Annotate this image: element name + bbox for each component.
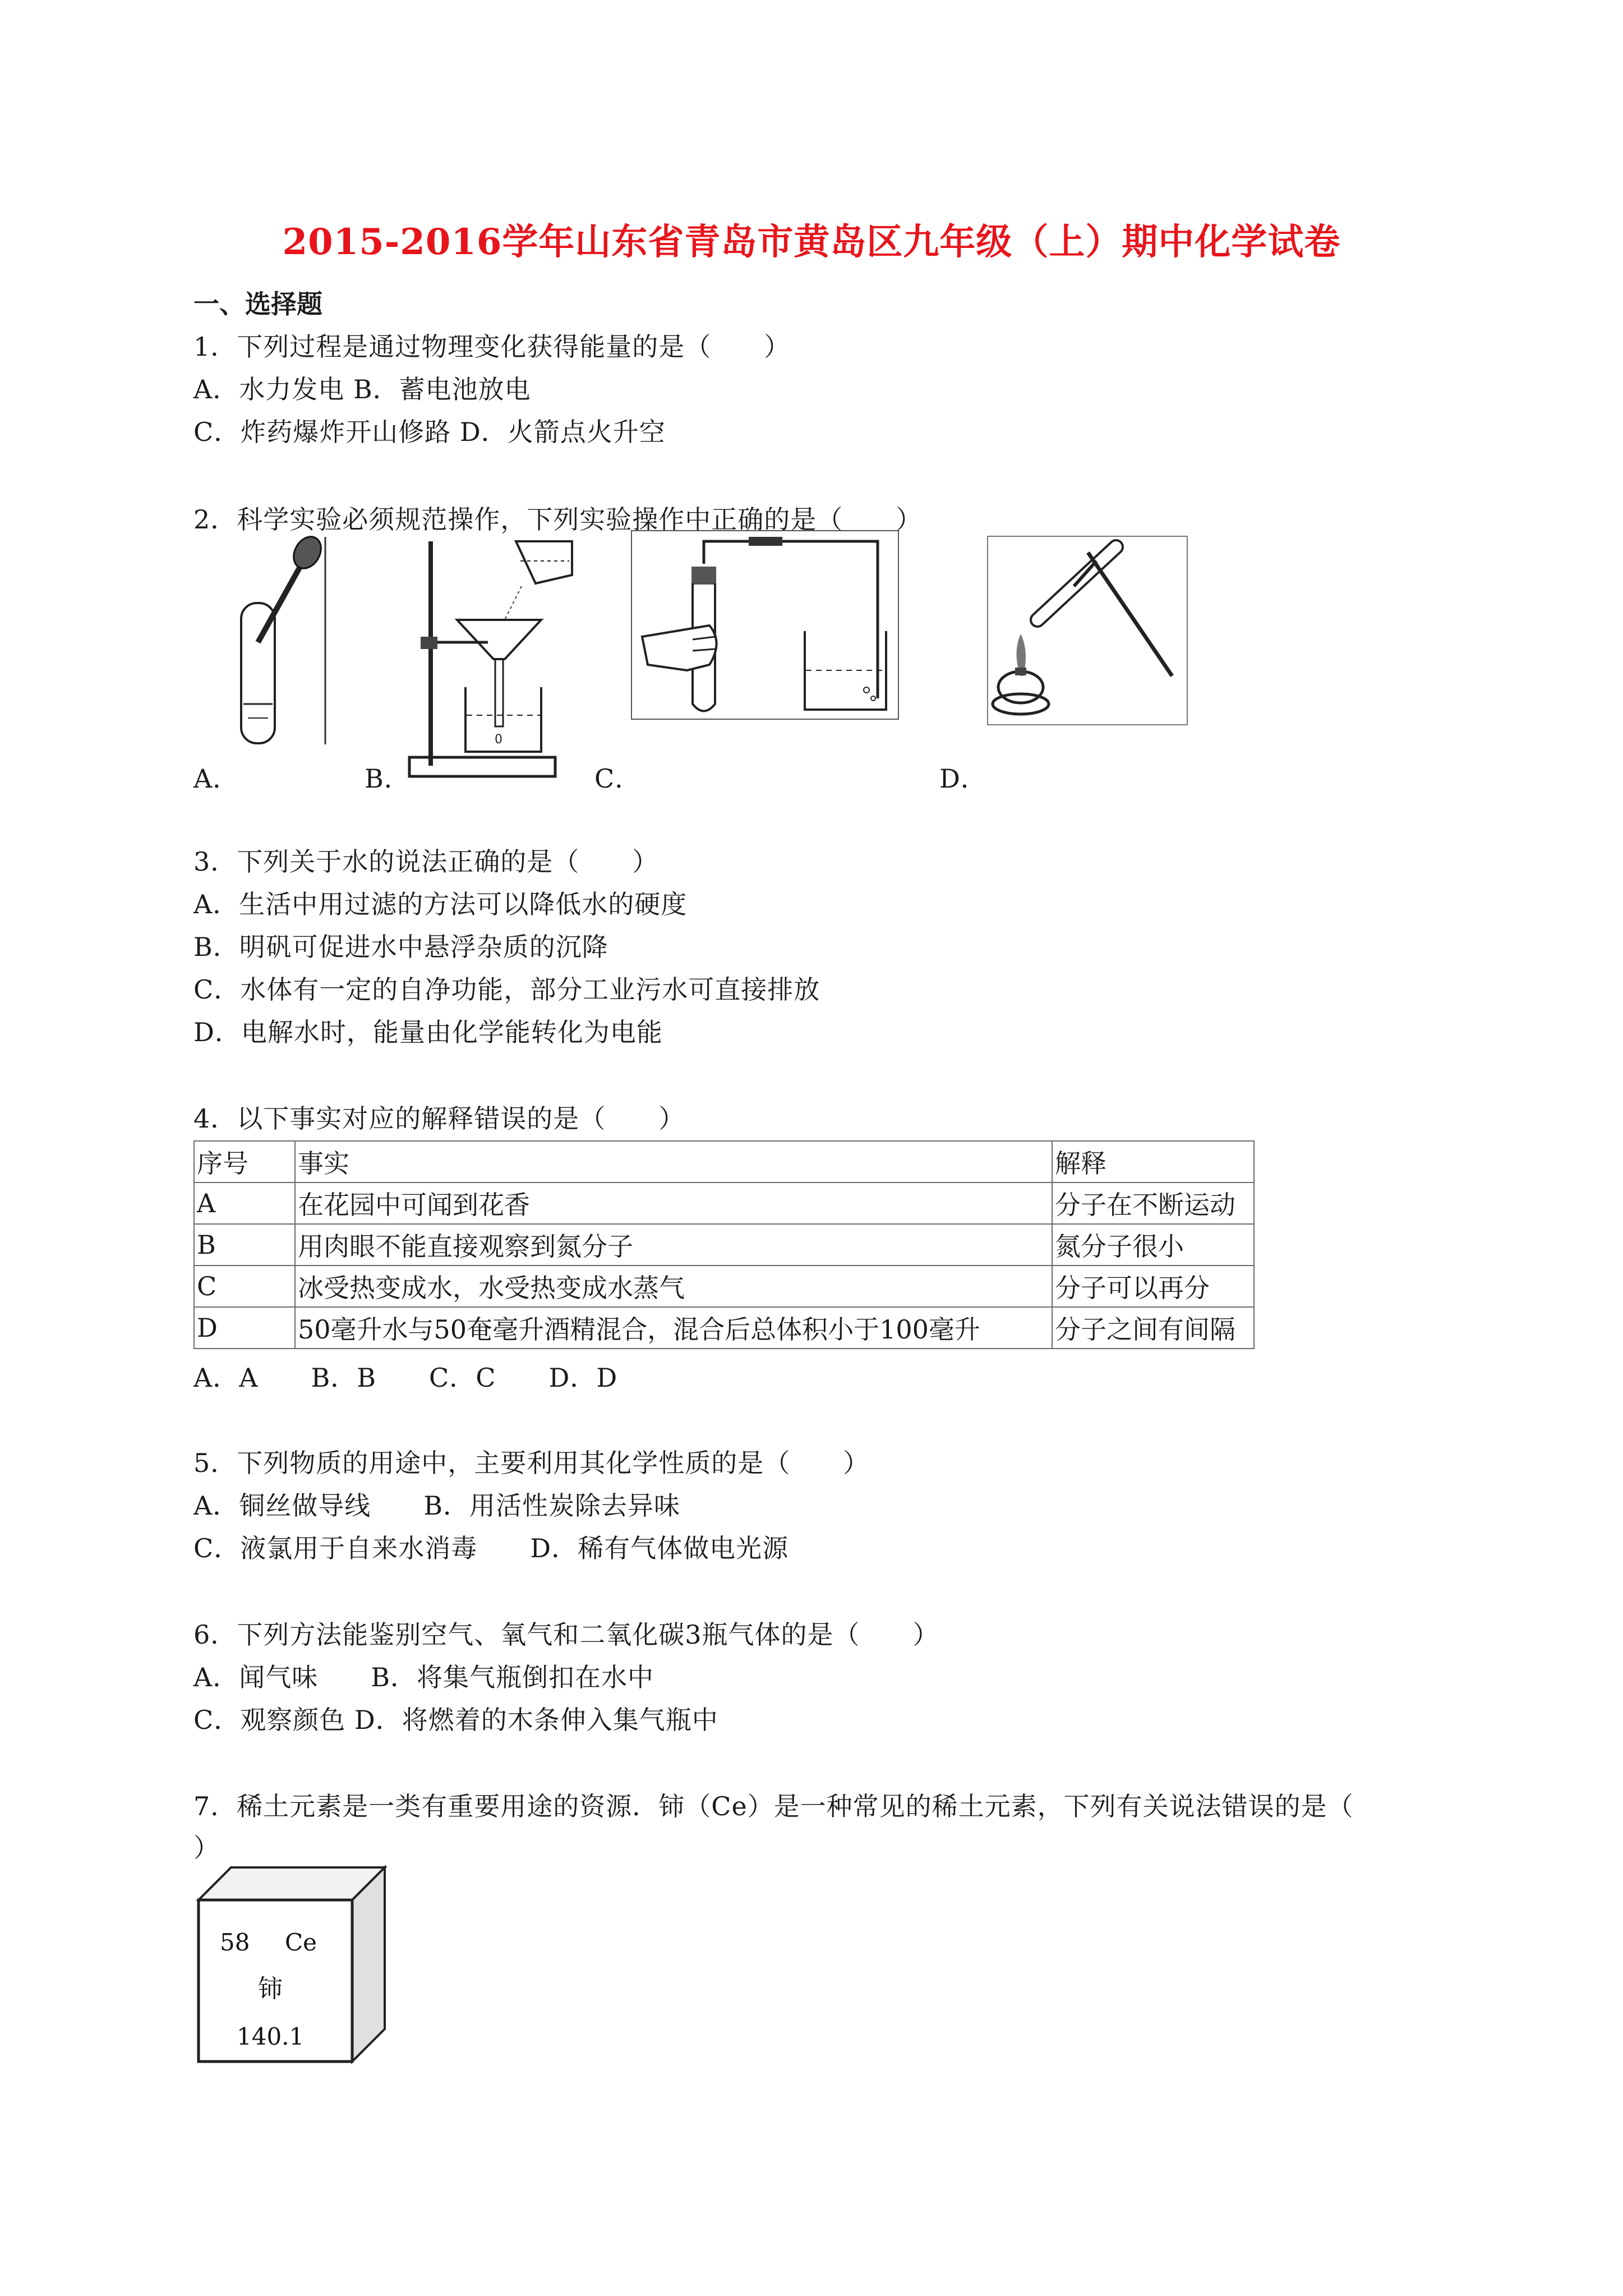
q1-options-cd: C．炸药爆炸开山修路 D．火箭点火升空	[193, 417, 666, 447]
q6-options-ab: A．闻气味 B．将集气瓶倒扣在水中	[193, 1662, 654, 1692]
q6-stem: 6．下列方法能鉴别空气、氧气和二氧化碳3瓶气体的是（ ）	[193, 1619, 939, 1650]
q3-option-b: B．明矾可促进水中悬浮杂质的沉降	[193, 932, 608, 962]
element-name: 铈	[258, 1975, 283, 2003]
row-fact: 冰受热变成水，水受热变成水蒸气	[295, 1266, 1052, 1307]
row-explanation: 分子可以再分	[1052, 1266, 1254, 1307]
q2-option-d: D．	[939, 763, 987, 794]
element-mass: 140.1	[237, 2023, 305, 2050]
row-fact: 50毫升水与50奄毫升酒精混合，混合后总体积小于100毫升	[295, 1307, 1052, 1349]
q5-options-ab: A．铜丝做导线 B．用活性炭除去异味	[193, 1490, 681, 1521]
q4-stem: 4．以下事实对应的解释错误的是（ ）	[193, 1103, 685, 1134]
element-number: 58	[220, 1929, 250, 1956]
q7-stem-close: ）	[193, 1833, 220, 1863]
q2-stem: 2．科学实验必须规范操作，下列实验操作中正确的是（ ）	[193, 504, 923, 535]
row-number: B	[194, 1224, 295, 1266]
svg-text:0: 0	[495, 733, 502, 747]
row-number: A	[194, 1182, 295, 1224]
q4-answers: A．A B．B C．C D．D	[193, 1363, 618, 1393]
header-explanation: 解释	[1052, 1141, 1254, 1182]
row-fact: 在花园中可闻到花香	[295, 1182, 1052, 1224]
page-title: 2015-2016学年山东省青岛市黄岛区九年级（上）期中化学试卷	[282, 221, 1341, 263]
header-fact: 事实	[295, 1141, 1052, 1182]
q5-stem: 5．下列物质的用途中，主要利用其化学性质的是（ ）	[193, 1448, 870, 1478]
q1-options-ab: A．水力发电 B．蓄电池放电	[193, 374, 531, 404]
row-fact: 用肉眼不能直接观察到氮分子	[295, 1224, 1052, 1266]
table-row	[194, 1307, 1254, 1349]
q3-option-d: D．电解水时，能量由化学能转化为电能	[193, 1017, 663, 1047]
row-number: D	[194, 1307, 295, 1349]
row-explanation: 氮分子很小	[1052, 1224, 1254, 1266]
section-heading: 一、选择题	[193, 289, 322, 319]
q3-stem: 3．下列关于水的说法正确的是（ ）	[193, 846, 659, 877]
facts-table	[193, 1140, 1255, 1349]
q3-option-a: A．生活中用过滤的方法可以降低水的硬度	[193, 889, 688, 919]
table-header-row	[194, 1141, 1254, 1182]
q2-option-a: A．	[193, 763, 239, 794]
q2-option-c: C．	[594, 763, 642, 794]
figure-d-heating	[987, 536, 1189, 726]
table-row	[194, 1182, 1254, 1224]
q6-options-cd: C．观察颜色 D．将燃着的木条伸入集气瓶中	[193, 1705, 718, 1735]
element-card	[196, 1865, 387, 2067]
q7-stem: 7．稀土元素是一类有重要用途的资源．铈（Ce）是一种常见的稀土元素，下列有关说法错误的是（	[193, 1791, 1354, 1821]
table-row	[194, 1266, 1254, 1307]
q2-option-b: B．	[365, 763, 411, 794]
q3-option-c: C．水体有一定的自净功能，部分工业污水可直接排放	[193, 974, 820, 1005]
row-explanation: 分子在不断运动	[1052, 1182, 1254, 1224]
row-number: C	[194, 1266, 295, 1307]
row-explanation: 分子之间有间隔	[1052, 1307, 1254, 1349]
q1-stem: 1．下列过程是通过物理变化获得能量的是（ ）	[193, 332, 791, 362]
table-row	[194, 1224, 1254, 1266]
figure-a-dropper	[236, 536, 331, 749]
q5-options-cd: C．液氯用于自来水消毒 D．稀有气体做电光源	[193, 1533, 789, 1563]
header-number: 序号	[194, 1141, 295, 1182]
element-symbol: Ce	[285, 1929, 317, 1956]
figure-b-filtration	[404, 530, 594, 783]
figure-c-airtightness	[631, 530, 900, 721]
